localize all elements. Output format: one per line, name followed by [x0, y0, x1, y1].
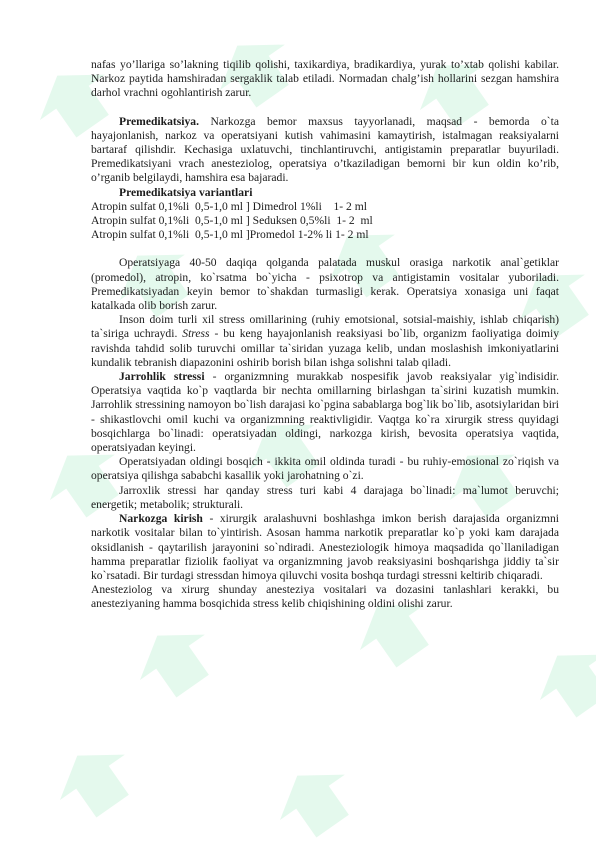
variant-line-3: Atropin sulfat 0,1%li 0,5-1,0 ml ]Promedol 1-2% li 1- 2 ml [91, 228, 369, 242]
paragraph-premedication [91, 115, 559, 186]
watermark-arrow [125, 613, 225, 709]
paragraph-premedication-body: Narkozga bemor maxsus tayyorlanadi, maqsad - bemorda o`ta hayajonlanish, narkoz va operatsiyani kutish vahimasini kamaytirish, istalmagan reaksiyalarni bartaraf qilishdir. Kechasiga uxlatuvchi, tinchlantiruvchi, antigistamin preparatlar buyuriladi. Premedikatsiyani vrach anesteziolog, operatsiya o’tkaziladigan bemorni bir kun oldin ko’rib, o’rganib belgilaydi, hamshira esa bajaradi. [91, 114, 559, 185]
paragraph-stress-levels: Jarroxlik stressi har qanday stress turi kabi 4 darajaga bo`linadi: ma`lumot beruvchi; energetik; metabolik; strukturali. [91, 483, 559, 511]
variant-line-1: Atropin sulfat 0,1%li 0,5-1,0 ml ] Dimedrol 1%li 1- 2 ml [91, 199, 367, 213]
paragraph-stress-part-a: Inson doim turli xil stress omillarining (ruhiy emotsional, sotsial-maishiy, ishlab chiqarish) ta`siriga uchraydi. [91, 313, 559, 341]
variant-line-2: Atropin sulfat 0,1%li 0,5-1,0 ml ] Seduksen 0,5%li 1- 2 ml [91, 214, 373, 228]
document-page [91, 58, 559, 612]
watermark-arrow [525, 633, 596, 729]
paragraph-surgical-stress [91, 370, 559, 455]
watermark-arrow [265, 753, 365, 842]
heading-premedication: Premedikatsiya. [119, 114, 199, 128]
term-stress: Stress [182, 327, 210, 341]
paragraph-conclusion: Anesteziolog va xirurg shunday anesteziya vositalari va dozasini tanlashlari kerakki, bu anesteziyaning hamma bosqichida stress kelib chiqishining oldini olishi zarur. [91, 583, 559, 611]
paragraph-surgical-stress-body: - organizmning murakkab nospesifik javob reaksiyalar yig`indisidir. Operatsiya vaqtida ko`p vaqtlarda bir nechta omillarning birlashgan ta`sirini kuzatish mumkin. Jarrohlik stressining namoyon bo`lish darajasi ko`pgina sabablarga bog`lik bo`lib, asotsiylaridan biri - shikastlovchi omil kuchi va organizmning reaktivligidir. Vaqtga ko`ra xirurgik stress quyidagi bosqichlarga bo`linadi: operatsiyadan oldingi, narkozga kirish, bevosita operatsiya vaqtida, operatsiyadan keyingi. [91, 370, 559, 455]
heading-surgical-stress: Jarrohlik stressi [119, 370, 205, 384]
watermark-arrow [45, 733, 145, 829]
paragraph-gap [91, 242, 559, 256]
paragraph-preop: Operatsiyaga 40-50 daqiqa qolganda palatada muskul orasiga narkotik anal`getiklar (promedol), atropin, ko`rsatma bo`yicha - psixotrop va antigistamin vositalar yuboriladi. Premedikatsiyadan keyin bemor to`shakdan turmasligi kerak. Operatsiya xonasiga uni faqat katalkada olib borish zarur. [91, 256, 559, 313]
heading-premedication-variants: Premedikatsiya variantlari [119, 185, 253, 199]
paragraph-stress-part-b: - bu keng hayajonlanish reaksiyasi bo`lib, organizm faoliyatiga doimiy ravishda tahdid solib turuvchi omillar ta`siridan yuzaga kelib, undan moslashish imkoniyatlarini kundalik tebranish diapazonini oshirib borish bilan ishga solishni talab qiladi. [91, 327, 560, 369]
paragraph-intro: nafas yo’llariga so’lakning tiqilib qolishi, taxikardiya, bradikardiya, yurak to’xtab qolishi kabilar. Narkoz paytida hamshiradan sergaklik talab etiladi. Normadan chalg’ish hollarini sezgan hamshira darhol vrachni ogohlantirish zarur. [91, 58, 559, 100]
paragraph-preop-stage: Operatsiyadan oldingi bosqich - ikkita omil oldinda turadi - bu ruhiy-emosional zo`riqish va operatsiya qilishga sababchi kasallik yoki jarohatning o`zi. [91, 455, 559, 483]
paragraph-gap [91, 101, 559, 115]
heading-induction: Narkozga kirish [119, 512, 203, 526]
paragraph-stress [91, 313, 559, 370]
paragraph-induction-body: - xirurgik aralashuvni boshlashga imkon berish darajasida organizmni narkotik vositalar bilan to`yintirish. Asosan hamma narkotik preparatlar ko`p yoki kam darajada oksidlanish - qaytarilish jarayonini so`ndiradi. Anesteziologik himoya maqsadida qo`llaniladigan hamma preparatlar fiziolik faoliyat va organizmning javob reaksiyasini boshqarishga jiddiy ta`sir ko`rsatadi. Bir turdagi stressdan himoya qiluvchi vosita boshqa turdagi stressni keltirib chiqaradi. [91, 512, 559, 582]
paragraph-induction [91, 512, 559, 583]
